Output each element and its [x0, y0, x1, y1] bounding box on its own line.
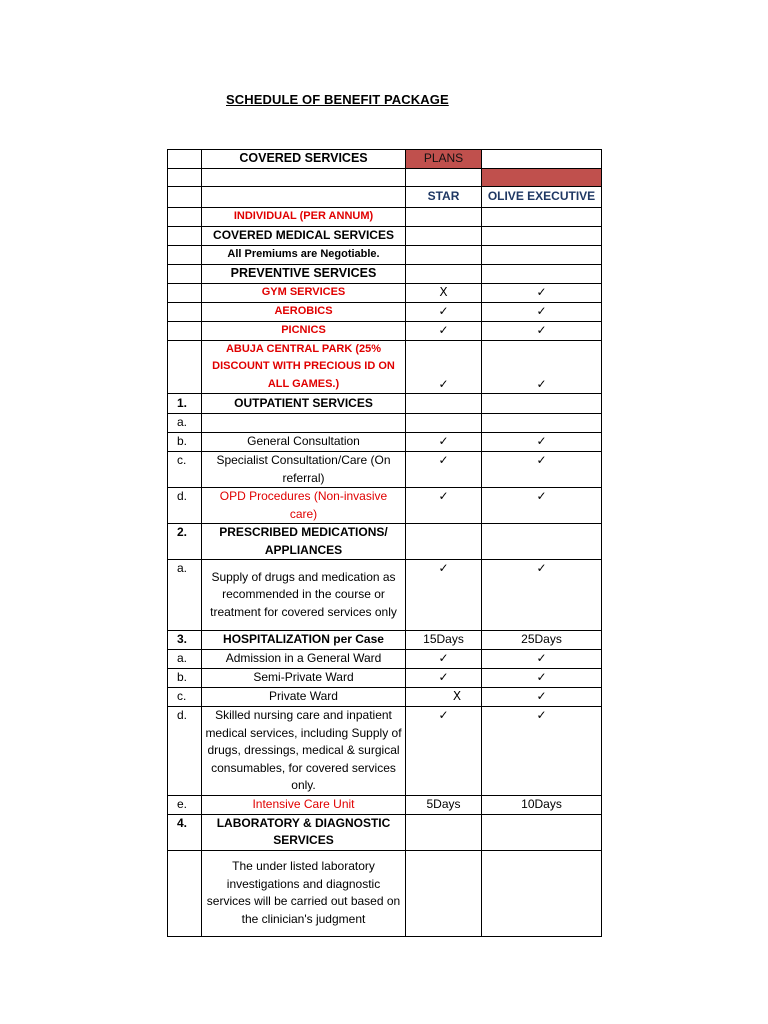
aerobics-label: AEROBICS	[202, 302, 406, 321]
star-icu-days: 5Days	[406, 796, 482, 815]
table-row	[168, 187, 602, 208]
check-mark: ✓	[482, 707, 602, 796]
check-mark: ✓	[406, 452, 482, 488]
table-row	[168, 340, 602, 394]
check-mark: ✓	[482, 650, 602, 669]
item-letter: d.	[168, 488, 202, 524]
table-row	[168, 169, 602, 187]
semi-private-ward-label: Semi-Private Ward	[202, 669, 406, 688]
picnics-label: PICNICS	[202, 321, 406, 340]
check-mark: ✓	[406, 488, 482, 524]
table-row	[168, 688, 602, 707]
check-mark: ✓	[482, 452, 602, 488]
check-mark: ✓	[406, 650, 482, 669]
item-letter: d.	[168, 707, 202, 796]
check-mark: ✓	[482, 669, 602, 688]
table-row	[168, 394, 602, 414]
benefit-schedule-table	[167, 149, 602, 937]
covered-medical-label: COVERED MEDICAL SERVICES	[202, 226, 406, 245]
opd-procedures-label: OPD Procedures (Non-invasive care)	[202, 488, 406, 524]
individual-label: INDIVIDUAL (PER ANNUM)	[202, 208, 406, 227]
olive-hospital-days: 25Days	[482, 631, 602, 650]
general-ward-label: Admission in a General Ward	[202, 650, 406, 669]
table-row	[168, 226, 602, 245]
table-row	[168, 283, 602, 302]
item-letter: b.	[168, 669, 202, 688]
check-mark: ✓	[406, 560, 482, 631]
check-mark: ✓	[482, 560, 602, 631]
cross-mark: X	[406, 688, 482, 707]
check-mark: ✓	[406, 433, 482, 452]
check-mark: ✓	[482, 488, 602, 524]
outpatient-title: OUTPATIENT SERVICES	[202, 394, 406, 414]
table-row	[168, 302, 602, 321]
table-row	[168, 150, 602, 169]
table-row	[168, 488, 602, 524]
check-mark: ✓	[406, 669, 482, 688]
covered-services-header: COVERED SERVICES	[202, 150, 406, 169]
plan-star-header: STAR	[406, 187, 482, 208]
table-row	[168, 796, 602, 815]
specialist-consultation-label: Specialist Consultation/Care (On referral)	[202, 452, 406, 488]
table-row	[168, 414, 602, 433]
section-number: 2.	[168, 524, 202, 560]
plans-color-band	[482, 169, 602, 187]
table-row	[168, 707, 602, 796]
private-ward-label: Private Ward	[202, 688, 406, 707]
table-row	[168, 814, 602, 850]
olive-icu-days: 10Days	[482, 796, 602, 815]
item-letter: c.	[168, 452, 202, 488]
table-row	[168, 524, 602, 560]
laboratory-description	[202, 850, 406, 936]
table-row	[168, 433, 602, 452]
check-mark: ✓	[482, 688, 602, 707]
table-row	[168, 669, 602, 688]
skilled-nursing-label: Skilled nursing care and inpatient medical services, including Supply of drugs, dressings, medical & surgical consumables, for covered services only.	[202, 707, 406, 796]
star-hospital-days: 15Days	[406, 631, 482, 650]
laboratory-description-line: The under listed laboratory investigations and diagnostic services will be carried out based on	[206, 859, 401, 908]
item-letter: e.	[168, 796, 202, 815]
hospitalization-title: HOSPITALIZATION per Case	[202, 631, 406, 650]
table-row	[168, 650, 602, 669]
table-row	[168, 452, 602, 488]
check-mark: ✓	[482, 283, 602, 302]
page-title: SCHEDULE OF BENEFIT PACKAGE	[226, 92, 449, 107]
section-number: 4.	[168, 814, 202, 850]
item-letter: b.	[168, 433, 202, 452]
table-row	[168, 208, 602, 227]
preventive-label: PREVENTIVE SERVICES	[202, 264, 406, 283]
check-mark: ✓	[406, 707, 482, 796]
item-letter: a.	[168, 560, 202, 631]
section-number: 3.	[168, 631, 202, 650]
check-mark: ✓	[406, 340, 482, 394]
table-row	[168, 321, 602, 340]
check-mark: ✓	[406, 321, 482, 340]
general-consultation-label: General Consultation	[202, 433, 406, 452]
item-letter: a.	[168, 414, 202, 433]
check-mark: ✓	[482, 302, 602, 321]
check-mark: ✓	[482, 433, 602, 452]
laboratory-description-line: the clinician's judgment	[241, 911, 366, 926]
icu-label: Intensive Care Unit	[202, 796, 406, 815]
laboratory-title: LABORATORY & DIAGNOSTIC SERVICES	[202, 814, 406, 850]
table-row	[168, 245, 602, 264]
table-row	[168, 560, 602, 631]
item-letter: a.	[168, 650, 202, 669]
medications-title: PRESCRIBED MEDICATIONS/ APPLIANCES	[202, 524, 406, 560]
drug-supply-label: Supply of drugs and medication as recommended in the course or treatment for covered services only	[202, 560, 406, 631]
check-mark: ✓	[482, 340, 602, 394]
plans-header: PLANS	[406, 150, 482, 169]
section-number: 1.	[168, 394, 202, 414]
check-mark: ✓	[406, 302, 482, 321]
plan-olive-header: OLIVE EXECUTIVE	[482, 187, 602, 208]
cross-mark: X	[406, 283, 482, 302]
gym-label: GYM SERVICES	[202, 283, 406, 302]
table-row	[168, 264, 602, 283]
table-row	[168, 850, 602, 936]
premiums-note: All Premiums are Negotiable.	[202, 245, 406, 264]
check-mark: ✓	[482, 321, 602, 340]
abuja-park-label: ABUJA CENTRAL PARK (25% DISCOUNT WITH PRECIOUS ID ON ALL GAMES.)	[202, 340, 406, 394]
table-row	[168, 631, 602, 650]
item-letter: c.	[168, 688, 202, 707]
